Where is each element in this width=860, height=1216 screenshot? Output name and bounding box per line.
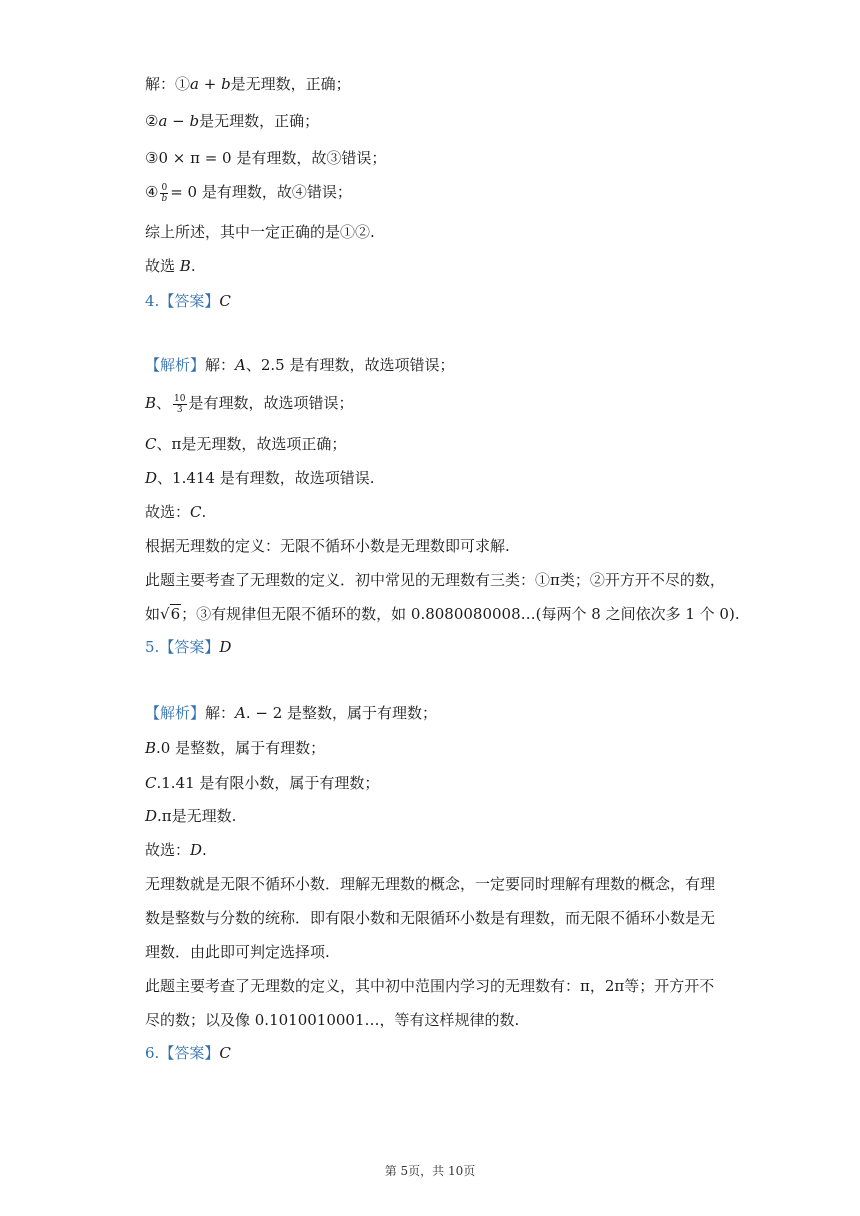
answer-label: 【答案】 — [159, 292, 220, 310]
analysis-line — [145, 738, 325, 758]
analysis-line — [145, 502, 206, 522]
text: 、2.5 是有理数，故选项错误； — [245, 356, 455, 374]
answer-label: 【答案】 — [159, 1044, 220, 1062]
analysis-line: 根据无理数的定义：无限不循环小数是无理数即可求解. — [145, 537, 510, 555]
solution-line — [145, 111, 319, 131]
answer-line — [145, 291, 231, 311]
answer-choice: B — [179, 257, 191, 275]
answer-line — [145, 637, 231, 657]
analysis-line: 数是整数与分数的统称．即有限小数和无限循环小数是有理数，而无限不循环小数是无 — [145, 909, 716, 927]
answer-choice: C — [219, 1044, 231, 1062]
option-letter: D — [145, 469, 158, 487]
analysis-line — [145, 703, 437, 723]
fraction-numerator: 10 — [174, 393, 186, 404]
analysis-line: 理数．由此即可判定选择项. — [145, 943, 330, 961]
analysis-line — [145, 840, 207, 860]
analysis-line — [145, 604, 740, 624]
fraction-denominator: b — [161, 193, 168, 204]
text: 故选： — [145, 503, 191, 521]
solution-line — [145, 182, 352, 204]
solution-line: ③0 × π = 0 是有理数，故③错误； — [145, 149, 387, 167]
analysis-line — [145, 434, 346, 454]
text: ；③有规律但无限不循环的数，如 0.8080080008…(每两个 8 之间依次多 1 个 0). — [181, 605, 740, 623]
fraction — [173, 394, 186, 415]
option-letter: C — [145, 774, 157, 792]
option-letter: B — [145, 739, 157, 757]
answer-line — [145, 1043, 231, 1063]
math-expression: a + b — [190, 75, 231, 93]
text: .1.41 是有限小数，属于有理数； — [156, 774, 380, 792]
text: 是无理数，正确； — [230, 75, 351, 93]
option-letter: B — [145, 394, 157, 412]
solution-line: 综上所述，其中一定正确的是①②. — [145, 223, 375, 241]
text: 解： — [205, 704, 236, 722]
text: 解： — [205, 356, 236, 374]
text: . — [202, 841, 207, 859]
fraction-numerator: 0 — [161, 182, 168, 193]
option-letter: C — [145, 435, 157, 453]
text: 解：① — [145, 75, 191, 93]
analysis-label: 【解析】 — [145, 704, 206, 722]
text: 故选 — [145, 257, 180, 275]
page-footer: 第 5页，共 10页 — [384, 1164, 476, 1178]
fraction-denominator: 3 — [176, 404, 183, 415]
solution-line — [145, 256, 196, 276]
text: . — [190, 257, 196, 275]
radicand: 6 — [170, 605, 181, 623]
text: 如 — [145, 605, 161, 623]
analysis-line — [145, 806, 236, 826]
answer-choice: C — [190, 503, 202, 521]
text: 、1.414 是有理数，故选项错误. — [157, 469, 375, 487]
text: . — [201, 503, 207, 521]
analysis-line: 无理数就是无限不循环小数．理解无理数的概念，一定要同时理解有理数的概念，有理 — [145, 875, 716, 893]
text: 、 — [156, 394, 172, 412]
analysis-line: 此题主要考查了无理数的定义，其中初中范围内学习的无理数有：π，2π等；开方开不 — [145, 977, 715, 995]
analysis-label: 【解析】 — [145, 356, 206, 374]
analysis-line: 此题主要考查了无理数的定义．初中常见的无理数有三类：①π类；②开方开不尽的数， — [145, 571, 725, 589]
text: = 0 是有理数，故④错误； — [170, 183, 352, 201]
option-letter: A — [235, 704, 246, 722]
text: 、π是无理数，故选项正确； — [156, 435, 347, 453]
answer-choice: D — [219, 638, 232, 656]
text: 是无理数，正确； — [199, 112, 320, 130]
answer-choice: D — [190, 841, 203, 859]
text: ④ — [145, 183, 159, 201]
question-number: 5. — [145, 638, 160, 656]
fraction — [160, 183, 168, 204]
text: . − 2 是整数，属于有理数； — [245, 704, 438, 722]
answer-label: 【答案】 — [159, 638, 220, 656]
text: ② — [145, 112, 159, 130]
text: .0 是整数，属于有理数； — [156, 739, 326, 757]
analysis-line — [145, 773, 379, 793]
text: 是有理数，故选项错误； — [188, 394, 354, 412]
option-letter: D — [145, 807, 158, 825]
question-number: 4. — [145, 292, 160, 310]
square-root: √6 — [160, 605, 181, 623]
math-expression: a − b — [158, 112, 200, 130]
text: 故选： — [145, 841, 191, 859]
answer-choice: C — [219, 292, 231, 310]
analysis-line — [145, 355, 455, 375]
analysis-line: 尽的数；以及像 0.1010010001…，等有这样规律的数. — [145, 1011, 520, 1029]
analysis-line — [145, 468, 375, 488]
option-letter: A — [235, 356, 246, 374]
text: .π是无理数. — [157, 807, 237, 825]
analysis-line — [145, 393, 354, 415]
solution-line — [145, 74, 351, 94]
question-number: 6. — [145, 1044, 160, 1062]
